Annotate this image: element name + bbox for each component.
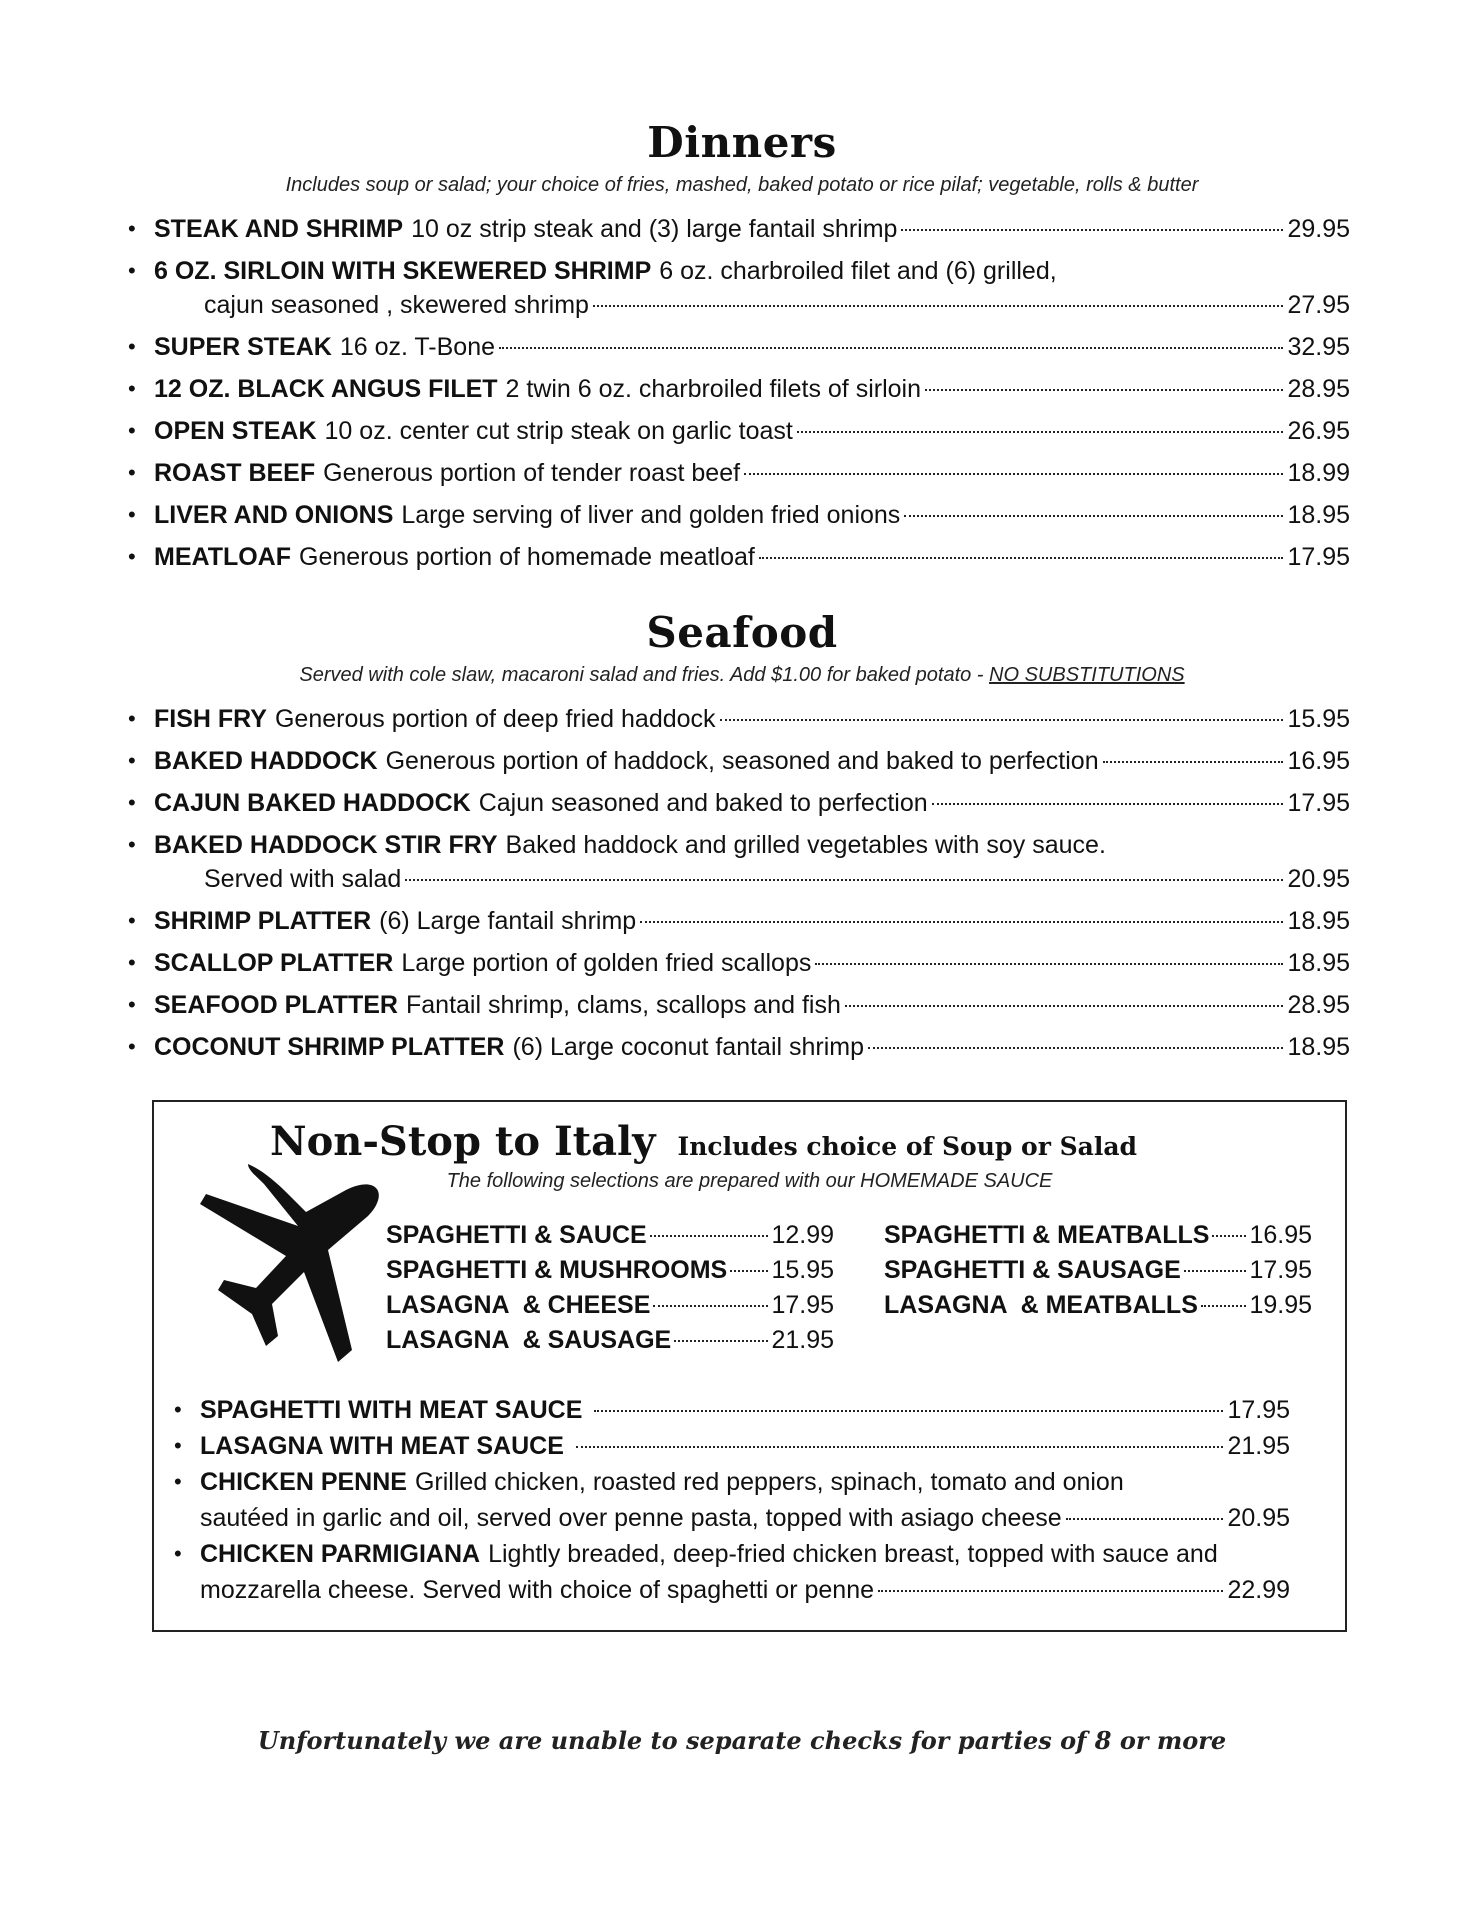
item-desc-cont: cajun seasoned , skewered shrimp [204, 291, 589, 319]
item-price: 21.95 [1227, 1432, 1290, 1460]
item-desc-cont: mozzarella cheese. Served with choice of spaghetti or penne [200, 1576, 874, 1604]
item-price: 15.95 [1287, 705, 1350, 733]
item-name: STEAK AND SHRIMP [154, 215, 404, 243]
bullet-icon: • [128, 258, 136, 283]
seafood-subtitle [0, 664, 1484, 687]
combo-price: 19.95 [1249, 1291, 1312, 1319]
item-desc: (6) Large fantail shrimp [379, 907, 637, 935]
item-price: 29.95 [1287, 215, 1350, 243]
combo-row [386, 1323, 834, 1358]
dot-leader [1201, 1305, 1247, 1307]
menu-item [128, 988, 1350, 1022]
menu-item [128, 828, 1350, 896]
bullet-icon: • [128, 376, 136, 401]
italy-title [270, 1118, 1137, 1165]
item-price: 18.99 [1287, 459, 1350, 487]
dinners-subtitle: Includes soup or salad; your choice of fries, mashed, baked potato or rice pilaf; vegetable, rolls & butter [285, 174, 1199, 196]
item-price: 20.95 [1287, 865, 1350, 893]
dot-leader [1066, 1518, 1224, 1520]
item-price: 17.95 [1287, 789, 1350, 817]
combo-name: SPAGHETTI & MUSHROOMS [386, 1256, 728, 1284]
italy-section-box [152, 1100, 1347, 1632]
bullet-icon: • [128, 748, 136, 773]
menu-item [128, 330, 1350, 364]
bullet-icon: • [128, 992, 136, 1017]
item-price: 28.95 [1287, 991, 1350, 1019]
combo-row [386, 1288, 834, 1323]
item-desc: Generous portion of deep fried haddock [274, 705, 716, 733]
menu-item [174, 1392, 1290, 1428]
item-desc: Large portion of golden fried scallops [401, 949, 812, 977]
dot-leader [405, 879, 1283, 881]
dot-leader [576, 1446, 1224, 1448]
bullet-icon: • [128, 706, 136, 731]
item-desc: 2 twin 6 oz. charbroiled filets of sirloin [505, 375, 921, 403]
menu-item [128, 904, 1350, 938]
dot-leader [845, 1005, 1284, 1007]
item-desc: Generous portion of homemade meatloaf [299, 543, 755, 571]
menu-item [128, 414, 1350, 448]
dot-leader [868, 1047, 1283, 1049]
item-name: MEATLOAF [154, 543, 292, 571]
dot-leader [593, 305, 1284, 307]
item-desc: Large serving of liver and golden fried onions [401, 501, 901, 529]
item-price: 17.95 [1287, 543, 1350, 571]
item-name: OPEN STEAK [154, 417, 317, 445]
item-name: SCALLOP PLATTER [154, 949, 394, 977]
dot-leader [904, 515, 1283, 517]
combo-price: 17.95 [1249, 1256, 1312, 1284]
item-price: 26.95 [1287, 417, 1350, 445]
bullet-icon: • [128, 334, 136, 359]
dot-leader [1103, 761, 1284, 763]
bullet-icon: • [174, 1397, 182, 1422]
bullet-icon: • [128, 460, 136, 485]
combo-name: LASAGNA & MEATBALLS [884, 1291, 1198, 1319]
item-name: 12 OZ. BLACK ANGUS FILET [154, 375, 498, 403]
item-desc-cont: Served with salad [204, 865, 402, 893]
item-desc: 16 oz. T-Bone [339, 333, 496, 361]
menu-item [174, 1428, 1290, 1464]
item-name: SPAGHETTI WITH MEAT SAUCE [200, 1396, 583, 1424]
dot-leader [925, 389, 1283, 391]
dot-leader [815, 963, 1283, 965]
dot-leader [499, 347, 1283, 349]
bullet-icon: • [128, 832, 136, 857]
combo-row [884, 1218, 1312, 1253]
item-desc: Fantail shrimp, clams, scallops and fish [405, 991, 841, 1019]
item-desc: Grilled chicken, roasted red peppers, spinach, tomato and onion [414, 1468, 1124, 1496]
combo-list-right [884, 1218, 1312, 1323]
item-name: BAKED HADDOCK [154, 747, 378, 775]
item-name: ROAST BEEF [154, 459, 316, 487]
dot-leader [640, 921, 1283, 923]
combo-price: 17.95 [771, 1291, 834, 1319]
menu-item [128, 540, 1350, 574]
item-price: 17.95 [1227, 1396, 1290, 1424]
italy-title-text: Non-Stop to Italy [270, 1118, 656, 1165]
bullet-icon: • [128, 418, 136, 443]
menu-item [128, 372, 1350, 406]
no-substitutions-note: NO SUBSTITUTIONS [989, 664, 1185, 686]
item-price: 18.95 [1287, 907, 1350, 935]
dot-leader [744, 473, 1283, 475]
combo-name: LASAGNA & SAUSAGE [386, 1326, 672, 1354]
item-name: LIVER AND ONIONS [154, 501, 394, 529]
bullet-icon: • [128, 908, 136, 933]
item-price: 32.95 [1287, 333, 1350, 361]
combo-name: SPAGHETTI & SAUSAGE [884, 1256, 1181, 1284]
dot-leader [901, 229, 1283, 231]
italy-title-sub: Includes choice of Soup or Salad [677, 1132, 1138, 1161]
item-name: LASAGNA WITH MEAT SAUCE [200, 1432, 564, 1460]
menu-item [128, 254, 1350, 322]
item-price: 20.95 [1227, 1504, 1290, 1532]
bullet-icon: • [128, 544, 136, 569]
item-price: 28.95 [1287, 375, 1350, 403]
dot-leader [759, 557, 1284, 559]
item-price: 22.99 [1227, 1576, 1290, 1604]
dot-leader [594, 1410, 1223, 1412]
item-name: BAKED HADDOCK STIR FRY [154, 831, 498, 859]
item-price: 16.95 [1287, 747, 1350, 775]
dinners-title: Dinners [647, 118, 837, 167]
item-desc: 10 oz. center cut strip steak on garlic toast [324, 417, 793, 445]
seafood-subtitle-text: Served with cole slaw, macaroni salad and fries. Add $1.00 for baked potato - [299, 664, 990, 686]
bullet-icon: • [128, 790, 136, 815]
combo-name: SPAGHETTI & SAUCE [386, 1221, 647, 1249]
item-desc: 10 oz strip steak and (3) large fantail shrimp [411, 215, 898, 243]
dot-leader [674, 1340, 768, 1342]
dot-leader [797, 431, 1284, 433]
menu-item [128, 456, 1350, 490]
combo-price: 12.99 [771, 1221, 834, 1249]
item-desc: Cajun seasoned and baked to perfection [478, 789, 928, 817]
menu-item [174, 1464, 1290, 1536]
airplane-icon [178, 1164, 386, 1386]
item-name: CHICKEN PENNE [200, 1468, 407, 1496]
item-name: FISH FRY [154, 705, 267, 733]
dot-leader [720, 719, 1284, 721]
dot-leader [1212, 1235, 1246, 1237]
combo-price: 21.95 [771, 1326, 834, 1354]
bullet-icon: • [174, 1433, 182, 1458]
italy-list [174, 1392, 1290, 1608]
combo-row [884, 1288, 1312, 1323]
dot-leader [653, 1305, 768, 1307]
combo-price: 15.95 [771, 1256, 834, 1284]
item-desc: Baked haddock and grilled vegetables with soy sauce. [505, 831, 1106, 859]
bullet-icon: • [174, 1469, 182, 1494]
bullet-icon: • [128, 1034, 136, 1059]
item-desc: Generous portion of tender roast beef [323, 459, 741, 487]
menu-item [128, 212, 1350, 246]
italy-sauce-note: The following selections are prepared with our HOMEMADE SAUCE [446, 1170, 1053, 1192]
seafood-title: Seafood [646, 608, 838, 657]
item-price: 18.95 [1287, 501, 1350, 529]
item-desc-cont: sautéed in garlic and oil, served over penne pasta, topped with asiago cheese [200, 1504, 1062, 1532]
dot-leader [730, 1270, 768, 1272]
combo-row [884, 1253, 1312, 1288]
menu-item [128, 946, 1350, 980]
bullet-icon: • [128, 950, 136, 975]
dot-leader [1184, 1270, 1247, 1272]
seafood-list [128, 702, 1350, 1072]
combo-name: LASAGNA & CHEESE [386, 1291, 651, 1319]
item-name: CAJUN BAKED HADDOCK [154, 789, 471, 817]
combo-list-left [386, 1218, 834, 1358]
menu-item [128, 498, 1350, 532]
menu-item [128, 702, 1350, 736]
dot-leader [878, 1590, 1223, 1592]
item-price: 18.95 [1287, 1033, 1350, 1061]
bullet-icon: • [128, 216, 136, 241]
dinners-list [128, 212, 1350, 582]
menu-item [128, 1030, 1350, 1064]
combo-row [386, 1218, 834, 1253]
menu-item [128, 744, 1350, 778]
bullet-icon: • [128, 502, 136, 527]
item-desc: Lightly breaded, deep-fried chicken breast, topped with sauce and [488, 1540, 1218, 1568]
item-name: SHRIMP PLATTER [154, 907, 372, 935]
dot-leader [650, 1235, 769, 1237]
menu-item [174, 1536, 1290, 1608]
combo-row [386, 1253, 834, 1288]
item-name: CHICKEN PARMIGIANA [200, 1540, 481, 1568]
bullet-icon: • [174, 1541, 182, 1566]
item-name: 6 OZ. SIRLOIN WITH SKEWERED SHRIMP [154, 257, 652, 285]
item-desc: Generous portion of haddock, seasoned and baked to perfection [385, 747, 1099, 775]
combo-name: SPAGHETTI & MEATBALLS [884, 1221, 1210, 1249]
dot-leader [932, 803, 1284, 805]
item-name: SEAFOOD PLATTER [154, 991, 398, 1019]
item-name: SUPER STEAK [154, 333, 332, 361]
menu-item [128, 786, 1350, 820]
item-price: 27.95 [1287, 291, 1350, 319]
footer-notice: Unfortunately we are unable to separate checks for parties of 8 or more [257, 1726, 1227, 1755]
item-price: 18.95 [1287, 949, 1350, 977]
combo-price: 16.95 [1249, 1221, 1312, 1249]
item-name: COCONUT SHRIMP PLATTER [154, 1033, 505, 1061]
item-desc: 6 oz. charbroiled filet and (6) grilled, [659, 257, 1057, 285]
item-desc: (6) Large coconut fantail shrimp [512, 1033, 865, 1061]
